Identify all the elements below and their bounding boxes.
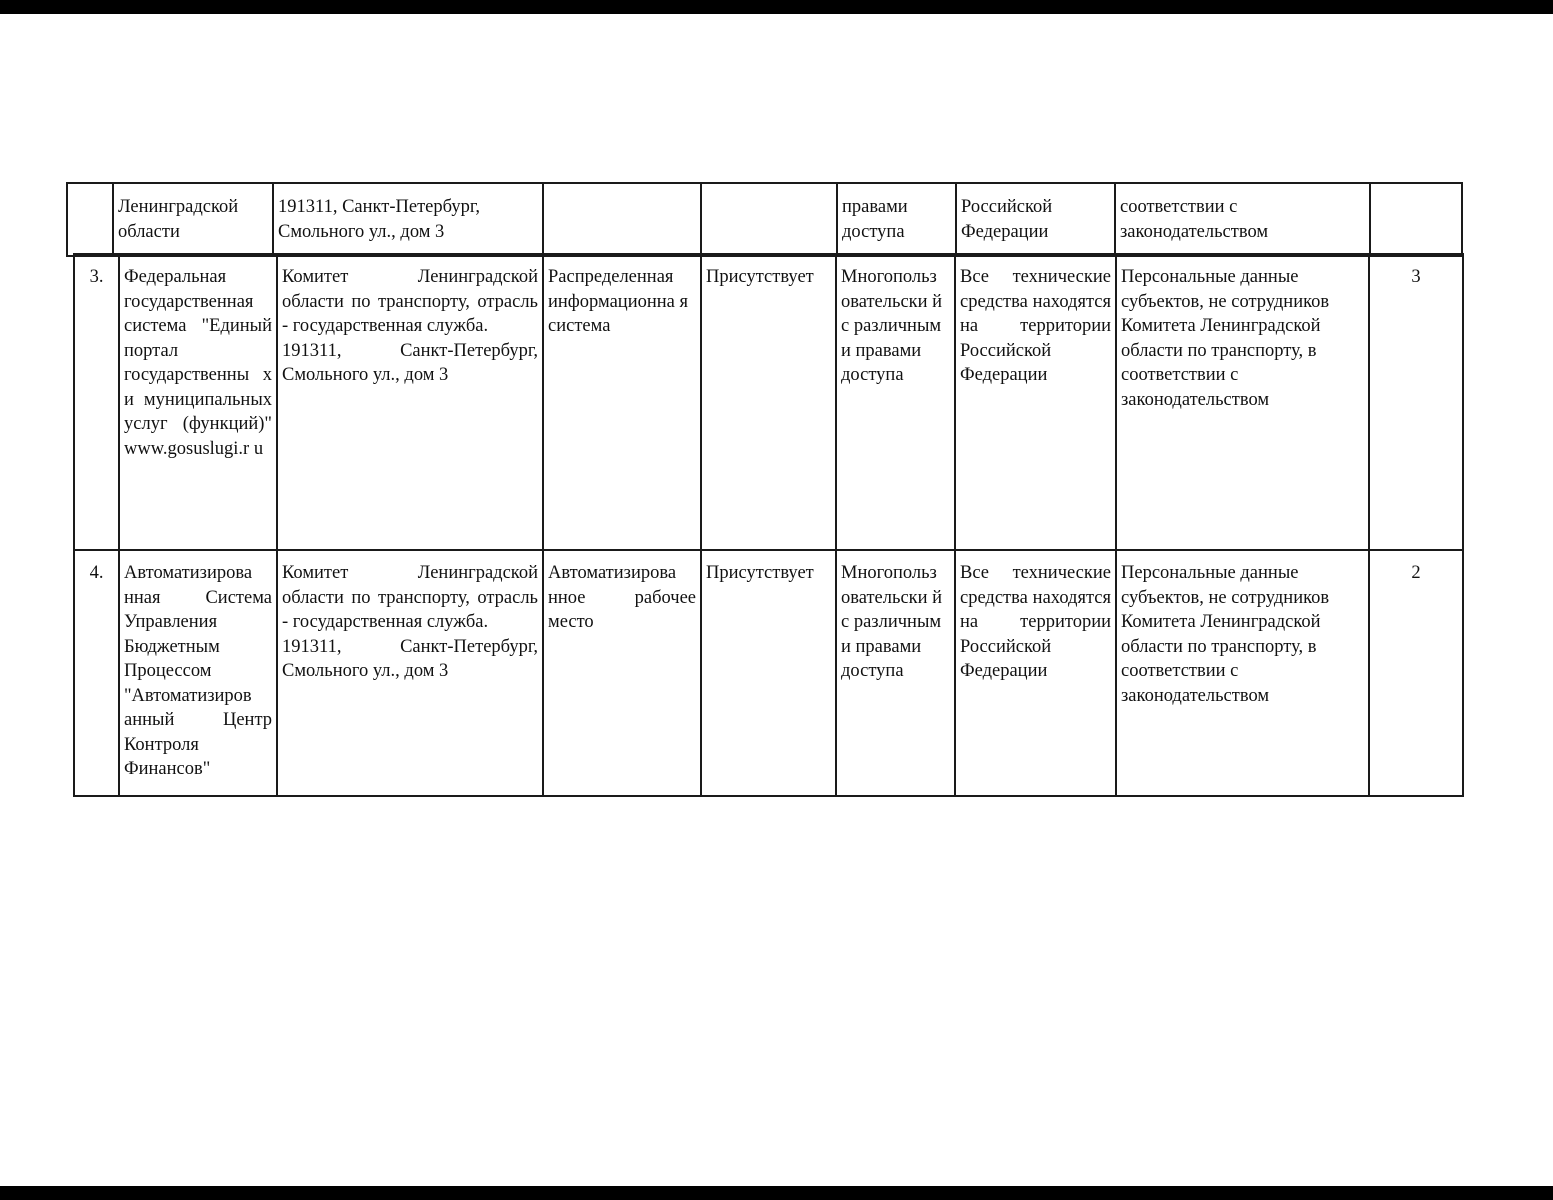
table-row xyxy=(74,550,1463,796)
table-row xyxy=(74,254,1463,550)
cell-operator: Комитет Ленинградской области по транспорту, отрасль - государственная служба. 191311, Санкт-Петербург, Смольного ул., дом 3 xyxy=(277,550,543,796)
cell-category: 3 xyxy=(1369,254,1463,550)
cell-category: 2 xyxy=(1369,550,1463,796)
cell-data-subjects: Персональные данные субъектов, не сотрудников Комитета Ленинградской области по транспорту, в соответствии с законодательством xyxy=(1116,550,1369,796)
cell-system-type: Автоматизирова нное рабочее место xyxy=(543,550,701,796)
cell-system-name: Ленинградской области xyxy=(113,183,273,256)
cell-data-subjects: Персональные данные субъектов, не сотрудников Комитета Ленинградской области по транспорту, в соответствии с законодательством xyxy=(1116,254,1369,550)
cell-number: 4. xyxy=(74,550,119,796)
cell-number xyxy=(67,183,113,256)
cell-presence: Присутствует xyxy=(701,550,836,796)
cell-data-subjects: соответствии с законодательством xyxy=(1115,183,1370,256)
cell-location: Российской Федерации xyxy=(956,183,1115,256)
cell-number: 3. xyxy=(74,254,119,550)
cell-operator: Комитет Ленинградской области по транспорту, отрасль - государственная служба. 191311, Санкт-Петербург, Смольного ул., дом 3 xyxy=(277,254,543,550)
cell-system-type: Распределенная информационна я система xyxy=(543,254,701,550)
table-row xyxy=(67,183,1462,256)
info-systems-table xyxy=(73,253,1464,797)
cell-access-mode: Многопольз овательски й с различным и правами доступа xyxy=(836,550,955,796)
cell-system-name: Автоматизирова нная Система Управления Бюджетным Процессом "Автоматизиров анный Центр Контроля Финансов" xyxy=(119,550,277,796)
cell-operator: 191311, Санкт-Петербург, Смольного ул., дом 3 xyxy=(273,183,543,256)
cell-system-name: Федеральная государственная система "Единый портал государственны х и муниципальных услуг (функций)" www.gosuslugi.r u xyxy=(119,254,277,550)
cell-location: Все технические средства находятся на территории Российской Федерации xyxy=(955,550,1116,796)
cell-presence xyxy=(701,183,837,256)
scan-border-bottom xyxy=(0,1186,1553,1200)
continuation-table-fragment xyxy=(66,182,1463,257)
cell-system-type xyxy=(543,183,701,256)
cell-location: Все технические средства находятся на территории Российской Федерации xyxy=(955,254,1116,550)
cell-presence: Присутствует xyxy=(701,254,836,550)
cell-access-mode: правами доступа xyxy=(837,183,956,256)
cell-category xyxy=(1370,183,1462,256)
cell-access-mode: Многопольз овательски й с различным и правами доступа xyxy=(836,254,955,550)
